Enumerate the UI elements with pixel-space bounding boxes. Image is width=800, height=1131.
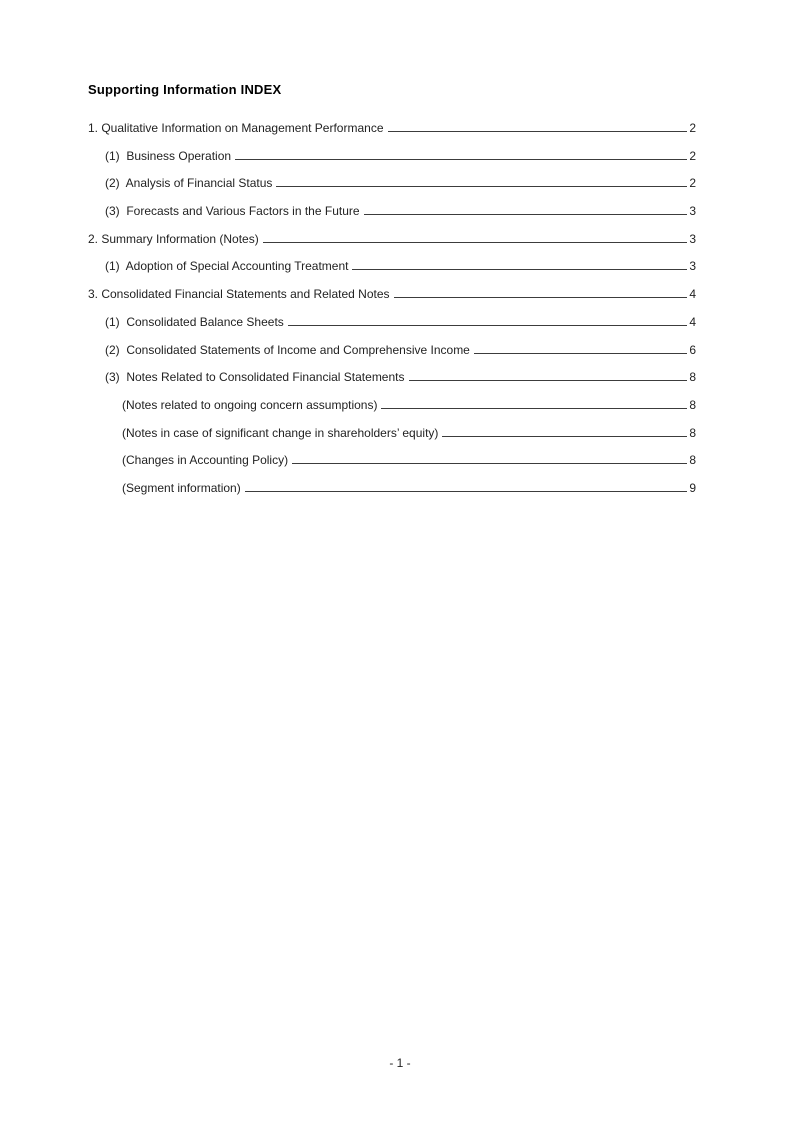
toc-entry [88,259,696,273]
page-title: Supporting Information INDEX [88,82,282,97]
toc-entry-label: (Notes related to ongoing concern assumptions) [122,397,378,412]
toc-entry [88,176,696,190]
toc-page-number: 8 [689,425,696,440]
toc-page-number: 6 [689,342,696,357]
toc-page-number: 3 [689,259,696,274]
table-of-contents [88,121,696,495]
toc-entry [88,121,696,135]
toc-page-number: 2 [689,121,696,135]
toc-leader-line [364,209,688,215]
toc-entry [88,343,696,357]
toc-entry-label: 2. Summary Information (Notes) [88,231,259,246]
toc-page-number: 9 [689,480,696,495]
toc-leader-line [288,320,688,326]
toc-leader-line [394,292,688,298]
toc-leader-line [245,486,688,492]
toc-page-number: 3 [689,231,696,246]
toc-entry [88,453,696,467]
toc-page-number: 2 [689,176,696,191]
toc-entry [88,149,696,163]
toc-page-number: 4 [689,314,696,329]
toc-entry-label: 1. Qualitative Information on Management Performance [88,121,384,135]
toc-page-number: 8 [689,453,696,468]
toc-entry [88,287,696,301]
toc-entry [88,426,696,440]
toc-entry-label: (3) Notes Related to Consolidated Financial Statements [105,370,405,385]
toc-leader-line [263,237,688,243]
toc-leader-line [292,458,687,464]
page-footer-number: - 1 - [389,1056,411,1070]
toc-page-number: 2 [689,148,696,163]
toc-entry-label: (Segment information) [122,480,241,495]
toc-entry [88,370,696,384]
toc-leader-line [381,403,687,409]
toc-entry [88,204,696,218]
toc-leader-line [388,126,688,132]
toc-entry-label: (1) Business Operation [105,148,232,163]
toc-entry-label: (1) Consolidated Balance Sheets [105,314,284,329]
toc-leader-line [442,431,687,437]
toc-entry-label: (2) Consolidated Statements of Income and Comprehensive Income [105,342,470,357]
toc-page-number: 8 [689,397,696,412]
toc-page-number: 4 [689,287,696,302]
toc-entry [88,398,696,412]
toc-entry [88,315,696,329]
toc-leader-line [235,154,687,160]
toc-leader-line [352,264,687,270]
toc-entry-label: (2) Analysis of Financial Status [105,176,273,191]
toc-entry-label: (1) Adoption of Special Accounting Treatment [105,259,349,274]
toc-entry-label: (Changes in Accounting Policy) [122,453,289,468]
toc-leader-line [474,348,687,354]
toc-page-number: 3 [689,204,696,219]
toc-entry-label: (Notes in case of significant change in shareholders’ equity) [122,425,439,440]
toc-entry [88,481,696,495]
toc-page-number: 8 [689,370,696,385]
toc-leader-line [409,375,688,381]
toc-entry-label: (3) Forecasts and Various Factors in the Future [105,204,360,219]
toc-leader-line [276,181,687,187]
toc-entry-label: 3. Consolidated Financial Statements and Related Notes [88,287,390,302]
toc-entry [88,232,696,246]
